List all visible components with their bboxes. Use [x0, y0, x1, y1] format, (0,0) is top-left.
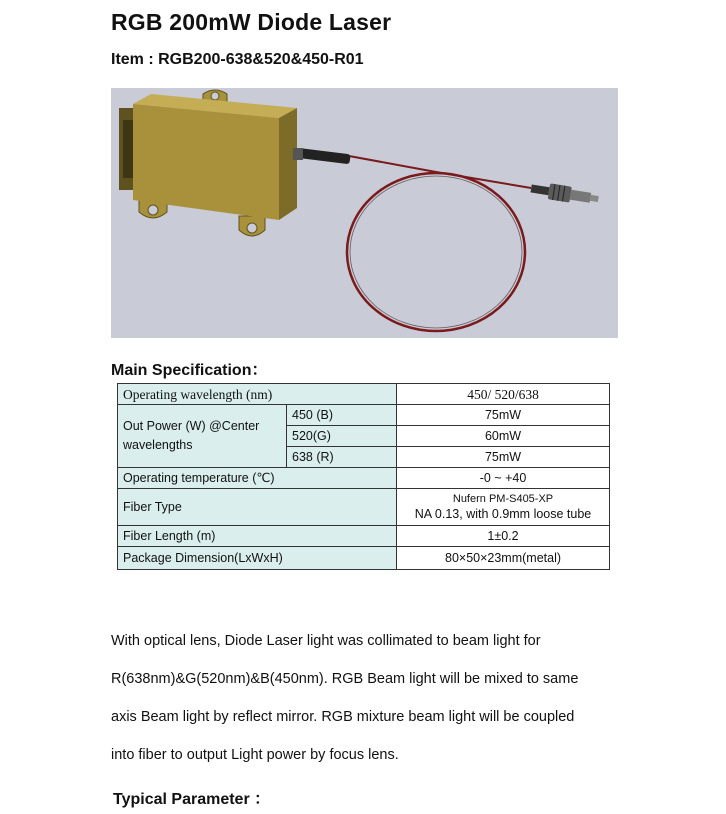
table-row — [118, 384, 610, 405]
table-row — [118, 547, 610, 570]
temperature-value: -0 ~ +40 — [397, 468, 610, 489]
table-row — [118, 489, 610, 526]
description-line: axis Beam light by reflect mirror. RGB mixture beam light will be coupled — [111, 709, 575, 725]
fiber-coil — [347, 173, 525, 331]
description-line: R(638nm)&G(520nm)&B(450nm). RGB Beam light will be mixed to same — [111, 671, 579, 687]
fiber-type-label: Fiber Type — [118, 489, 397, 526]
power-sub-green: 520(G) — [287, 426, 397, 447]
spec-table — [117, 383, 610, 570]
page-title: RGB 200mW Diode Laser — [111, 9, 392, 35]
description-paragraph — [111, 622, 671, 774]
table-row — [118, 405, 610, 426]
wavelength-value: 450/ 520/638 — [397, 384, 610, 405]
fiber-length-value: 1±0.2 — [397, 526, 610, 547]
table-row — [118, 526, 610, 547]
fiber-lead — [349, 156, 531, 188]
product-image — [111, 88, 618, 338]
power-label: Out Power (W) @Center wavelengths — [118, 405, 287, 468]
fiber-length-label: Fiber Length (m) — [118, 526, 397, 547]
fiber-connector — [530, 181, 600, 207]
fiber-type-value — [397, 489, 610, 526]
power-value-green: 60mW — [397, 426, 610, 447]
strain-relief — [298, 148, 351, 164]
power-sub-red: 638 (R) — [287, 447, 397, 468]
fiber-type-value-line2: NA 0.13, with 0.9mm loose tube — [414, 507, 592, 521]
main-spec-heading: Main Specification： — [111, 362, 268, 379]
typical-parameter-heading: Typical Parameter ： — [113, 791, 271, 808]
package-value: 80×50×23mm(metal) — [397, 547, 610, 570]
module-body — [119, 90, 303, 236]
temperature-label: Operating temperature (℃) — [118, 468, 397, 489]
power-value-red: 75mW — [397, 447, 610, 468]
fiber-type-value-line1: Nufern PM-S405-XP — [452, 493, 554, 505]
laser-module-illustration — [111, 88, 618, 338]
description-line: into fiber to output Light power by focus lens. — [111, 747, 399, 763]
wavelength-label: Operating wavelength (nm) — [118, 384, 397, 405]
power-value-blue: 75mW — [397, 405, 610, 426]
package-label: Package Dimension(LxWxH) — [118, 547, 397, 570]
table-row — [118, 468, 610, 489]
description-line: With optical lens, Diode Laser light was collimated to beam light for — [111, 633, 541, 649]
item-code: Item : RGB200-638&520&450-R01 — [111, 51, 364, 68]
power-sub-blue: 450 (B) — [287, 405, 397, 426]
